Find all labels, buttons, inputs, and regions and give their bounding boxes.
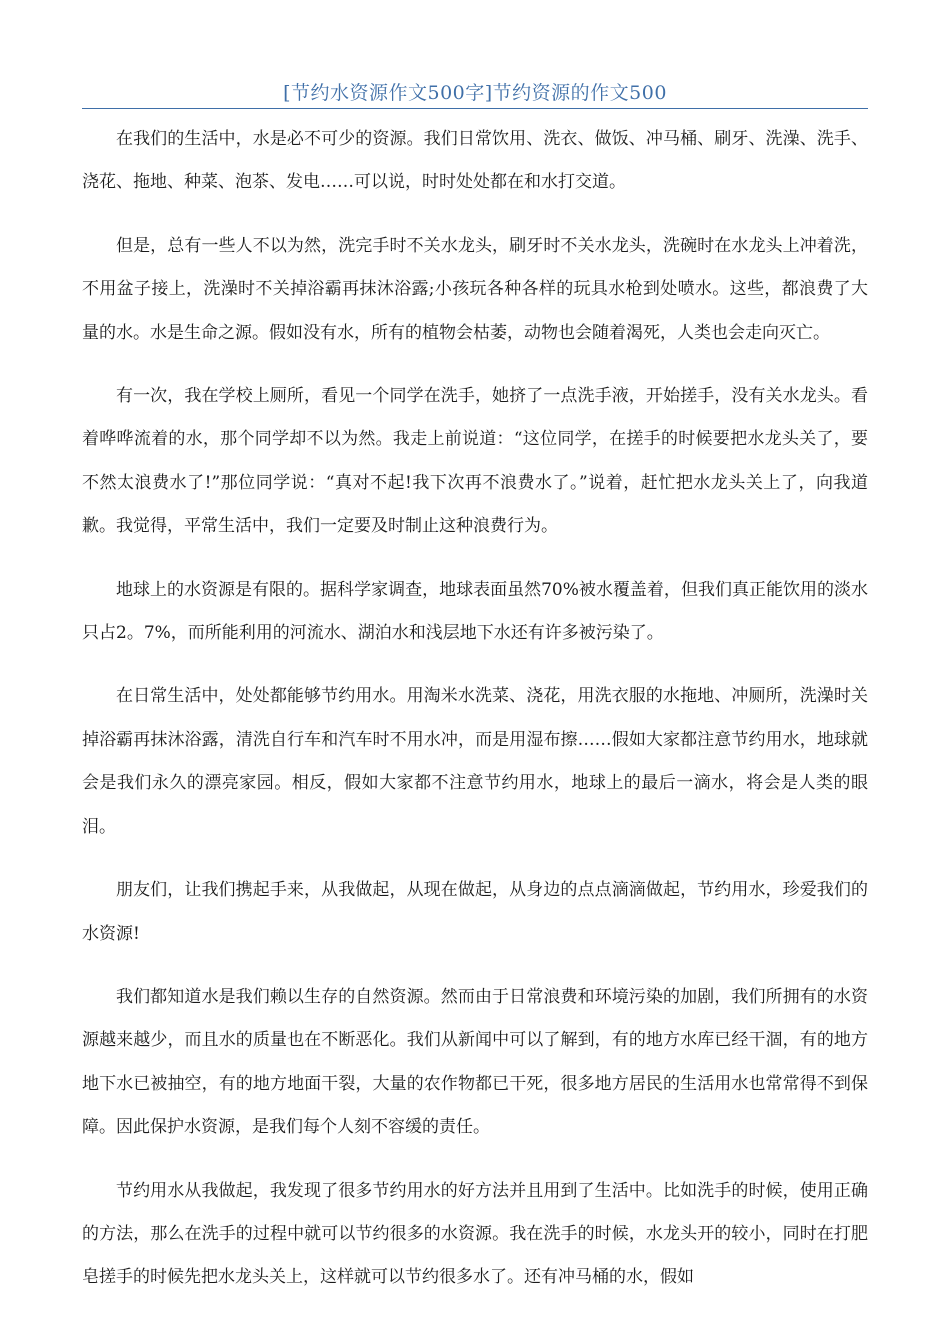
paragraph-7: 我们都知道水是我们赖以生存的自然资源。然而由于日常浪费和环境污染的加剧，我们所拥有的水资源越来越少，而且水的质量也在不断恶化。我们从新闻中可以了解到，有的地方水库已经干涸，有的地方地下水已被抽空，有的地方地面干裂，大量的农作物都已干死，很多地方居民的生活用水也常常得不到保障。因此保护水资源，是我们每个人刻不容缓的责任。 <box>82 986 868 1138</box>
paragraph-6: 朋友们，让我们携起手来，从我做起，从现在做起，从身边的点点滴滴做起，节约用水，珍爱我们的水资源! <box>82 880 868 944</box>
document-title: [节约水资源作文500字]节约资源的作文500 <box>283 82 667 104</box>
paragraph-2: 但是，总有一些人不以为然，洗完手时不关水龙头，刷牙时不关水龙头，洗碗时在水龙头上冲着洗，不用盆子接上，洗澡时不关掉浴霸再抹沐浴露;小孩玩各种各样的玩具水枪到处喷水。这些，都浪费了大量的水。水是生命之源。假如没有水，所有的植物会枯萎，动物也会随着渴死，人类也会走向灭亡。 <box>82 235 868 343</box>
paragraph-8: 节约用水从我做起，我发现了很多节约用水的好方法并且用到了生活中。比如洗手的时候，使用正确的方法，那么在洗手的过程中就可以节约很多的水资源。我在洗手的时候，水龙头开的较小，同时在打肥皂搓手的时候先把水龙头关上，这样就可以节约很多水了。还有冲马桶的水，假如 <box>82 1180 868 1288</box>
paragraph-5: 在日常生活中，处处都能够节约用水。用淘米水洗菜、浇花，用洗衣服的水拖地、冲厕所，洗澡时关掉浴霸再抹沐浴露，清洗自行车和汽车时不用水冲，而是用湿布擦……假如大家都注意节约用水，地球就会是我们永久的漂亮家园。相反，假如大家都不注意节约用水，地球上的最后一滴水，将会是人类的眼泪。 <box>82 686 868 837</box>
paragraph-3: 有一次，我在学校上厕所，看见一个同学在洗手，她挤了一点洗手液，开始搓手，没有关水龙头。看着哗哗流着的水，那个同学却不以为然。我走上前说道：“这位同学，在搓手的时候要把水龙头关了，要不然太浪费水了!”那位同学说：“真对不起!我下次再不浪费水了。”说着，赶忙把水龙头关上了，向我道歉。我觉得，平常生活中，我们一定要及时制止这种浪费行为。 <box>82 386 868 537</box>
paragraph-1: 在我们的生活中，水是必不可少的资源。我们日常饮用、洗衣、做饭、冲马桶、刷牙、洗澡、洗手、浇花、拖地、种菜、泡茶、发电……可以说，时时处处都在和水打交道。 <box>82 129 868 193</box>
document-body <box>82 118 868 1320</box>
page-header <box>82 80 868 109</box>
paragraph-4: 地球上的水资源是有限的。据科学家调查，地球表面虽然70%被水覆盖着，但我们真正能饮用的淡水只占2。7%，而所能利用的河流水、湖泊水和浅层地下水还有许多被污染了。 <box>82 579 868 644</box>
